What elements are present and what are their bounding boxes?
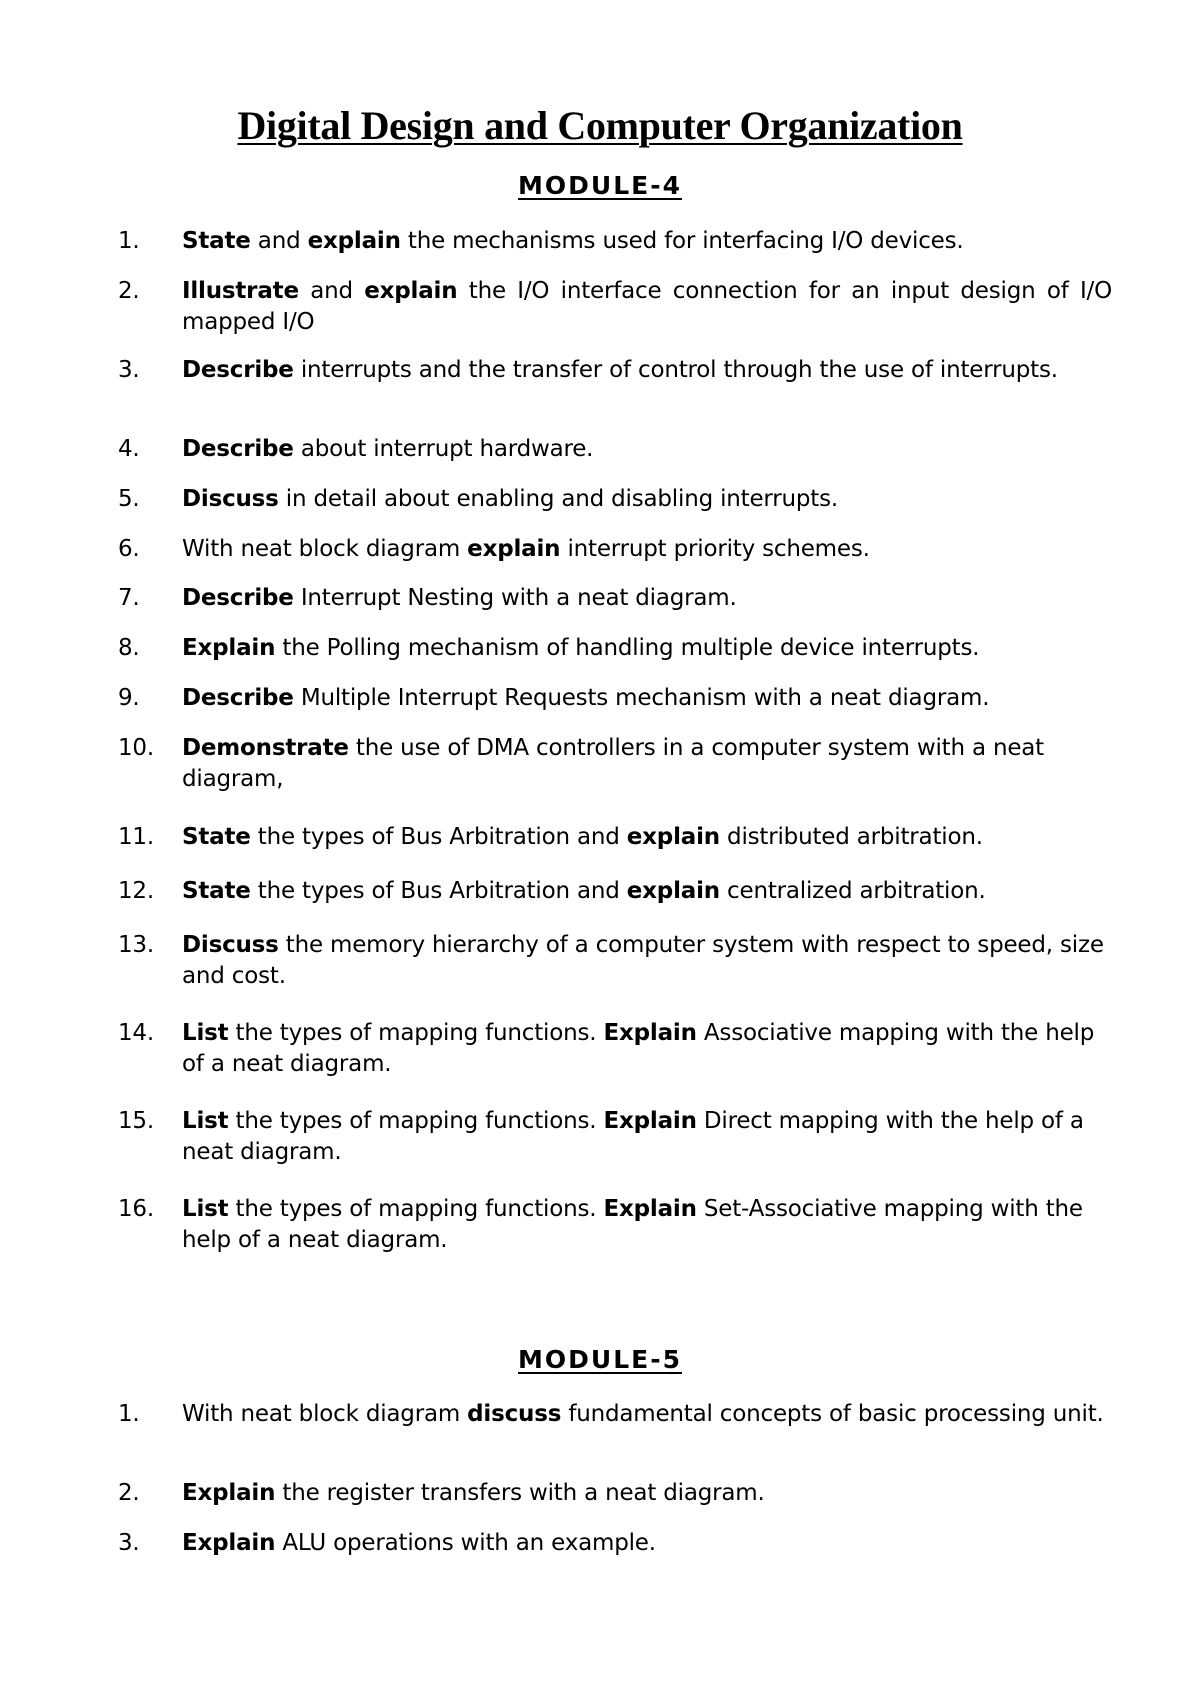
question-number: 4. bbox=[118, 436, 140, 462]
question-number: 14. bbox=[118, 1020, 154, 1046]
question-number: 5. bbox=[118, 486, 140, 512]
question-number: 2. bbox=[118, 1480, 140, 1506]
question-number: 10. bbox=[118, 735, 154, 761]
question-text: Discuss in detail about enabling and disabling interrupts. bbox=[182, 486, 839, 512]
question-number: 1. bbox=[118, 228, 140, 254]
question-text: Demonstrate the use of DMA controllers in a computer system with a neat diagram, bbox=[182, 735, 1044, 792]
question-text: Describe interrupts and the transfer of control through the use of interrupts. bbox=[182, 357, 1058, 383]
question-text: Describe about interrupt hardware. bbox=[182, 436, 594, 462]
question-number: 1. bbox=[118, 1401, 140, 1427]
question-number: 15. bbox=[118, 1108, 154, 1134]
question-text: List the types of mapping functions. Explain Associative mapping with the help of a neat diagram. bbox=[182, 1020, 1095, 1077]
question-number: 2. bbox=[118, 278, 140, 304]
question-number: 6. bbox=[118, 536, 140, 562]
question-number: 9. bbox=[118, 685, 140, 711]
question-number: 3. bbox=[118, 357, 140, 383]
question-text: State the types of Bus Arbitration and explain distributed arbitration. bbox=[182, 824, 983, 850]
question-text: Explain ALU operations with an example. bbox=[182, 1530, 656, 1556]
module-5-heading: MODULE-5 bbox=[518, 1345, 682, 1374]
question-number: 3. bbox=[118, 1530, 140, 1556]
module-4-heading: MODULE-4 bbox=[518, 171, 682, 200]
document-title: Digital Design and Computer Organization bbox=[237, 103, 963, 148]
question-number: 13. bbox=[118, 932, 154, 958]
question-text: Illustrate and explain the I/O interface connection for an input design of I/O mapped I/O bbox=[182, 278, 1112, 335]
question-number: 12. bbox=[118, 878, 154, 904]
question-text: Discuss the memory hierarchy of a computer system with respect to speed, size and cost. bbox=[182, 932, 1104, 989]
question-text: Explain the Polling mechanism of handling multiple device interrupts. bbox=[182, 635, 980, 661]
question-number: 7. bbox=[118, 585, 140, 611]
question-number: 11. bbox=[118, 824, 154, 850]
question-text: List the types of mapping functions. Explain Set-Associative mapping with the help of a neat diagram. bbox=[182, 1196, 1083, 1253]
question-number: 8. bbox=[118, 635, 140, 661]
question-text: With neat block diagram explain interrupt priority schemes. bbox=[182, 536, 870, 562]
question-text: Describe Interrupt Nesting with a neat diagram. bbox=[182, 585, 737, 611]
question-text: With neat block diagram discuss fundamental concepts of basic processing unit. bbox=[182, 1401, 1104, 1427]
question-text: List the types of mapping functions. Explain Direct mapping with the help of a neat diagram. bbox=[182, 1108, 1084, 1165]
question-text: Describe Multiple Interrupt Requests mechanism with a neat diagram. bbox=[182, 685, 990, 711]
question-text: Explain the register transfers with a neat diagram. bbox=[182, 1480, 765, 1506]
question-text: State and explain the mechanisms used for interfacing I/O devices. bbox=[182, 228, 964, 254]
question-text: State the types of Bus Arbitration and explain centralized arbitration. bbox=[182, 878, 986, 904]
question-number: 16. bbox=[118, 1196, 154, 1222]
